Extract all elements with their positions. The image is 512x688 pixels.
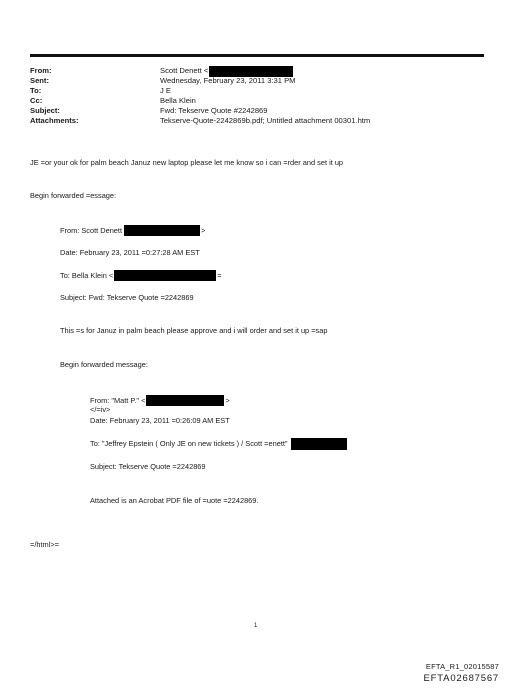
fwd1-subject: Subject: Fwd: Tekserve Quote =2242869 (60, 293, 194, 302)
fwd2-from-close: > (225, 395, 230, 405)
fwd2-to (90, 438, 347, 450)
cc-row (30, 96, 490, 106)
redaction-box (209, 66, 293, 77)
to-row (30, 86, 490, 96)
sent-value: Wednesday, February 23, 2011 3:31 PM (160, 76, 296, 85)
fwd1-to (60, 270, 222, 281)
subject-label: Subject: (30, 106, 60, 115)
body-line-2: Begin forwarded =essage: (30, 191, 117, 200)
page-number: 1 (254, 623, 258, 629)
fwd2-div: </=iv> (90, 405, 111, 414)
fwd1-from-close: > (201, 225, 206, 235)
email-header (30, 66, 490, 126)
fwd1-date: Date: February 23, 2011 =0:27:28 AM EST (60, 248, 200, 257)
redaction-box (291, 438, 347, 450)
redaction-box (124, 225, 200, 236)
attachments-value: Tekserve-Quote-2242869b.pdf; Untitled attachment 00301.htm (160, 116, 371, 125)
fwd2-attached: Attached is an Acrobat PDF file of =uote =2242869. (90, 496, 259, 505)
from-name: Scott Denett < (160, 66, 209, 75)
redaction-box (146, 395, 224, 406)
fwd2-subject: Subject: Tekserve Quote =2242869 (90, 462, 206, 471)
attachments-label: Attachments: (30, 116, 79, 125)
redaction-box (114, 270, 216, 281)
to-value: J E (160, 86, 171, 95)
sent-label: Sent: (30, 76, 49, 85)
from-row (30, 66, 490, 76)
sent-row (30, 76, 490, 86)
to-label: To: (30, 86, 42, 95)
bates-number-2: EFTA02687567 (423, 673, 499, 684)
from-label: From: (30, 66, 52, 75)
attachments-row (30, 116, 490, 126)
html-close-tag: =/html>= (30, 540, 59, 549)
body-line-1: JE =or your ok for palm beach Januz new laptop please let me know so i can =rder and set it up (30, 158, 344, 167)
header-rule (30, 54, 484, 57)
from-value (160, 66, 490, 76)
fwd1-from-text: From: Scott Denett (60, 225, 123, 235)
subject-value: Fwd: Tekserve Quote #2242869 (160, 106, 268, 115)
fwd2-from (90, 395, 230, 406)
fwd1-to-close: = (217, 270, 222, 280)
fwd2-to-text: To: "Jeffrey Epstein ( Only JE on new tickets ) / Scott =enett" (90, 439, 288, 448)
bates-number-1: EFTA_R1_02015587 (425, 662, 499, 671)
fwd1-begin: Begin forwarded message: (60, 360, 148, 369)
fwd1-message: This =s for Januz in palm beach please approve and i will order and set it up =sap (60, 326, 328, 335)
fwd2-from-text: From: "Matt P." < (90, 395, 146, 405)
fwd1-from (60, 225, 205, 236)
fwd2-date: Date: February 23, 2011 =0:26:09 AM EST (90, 416, 230, 425)
cc-value: Bella Klein (160, 96, 196, 105)
cc-label: Cc: (30, 96, 43, 105)
fwd1-to-text: To: Bella Klein < (60, 270, 114, 280)
subject-row (30, 106, 490, 116)
